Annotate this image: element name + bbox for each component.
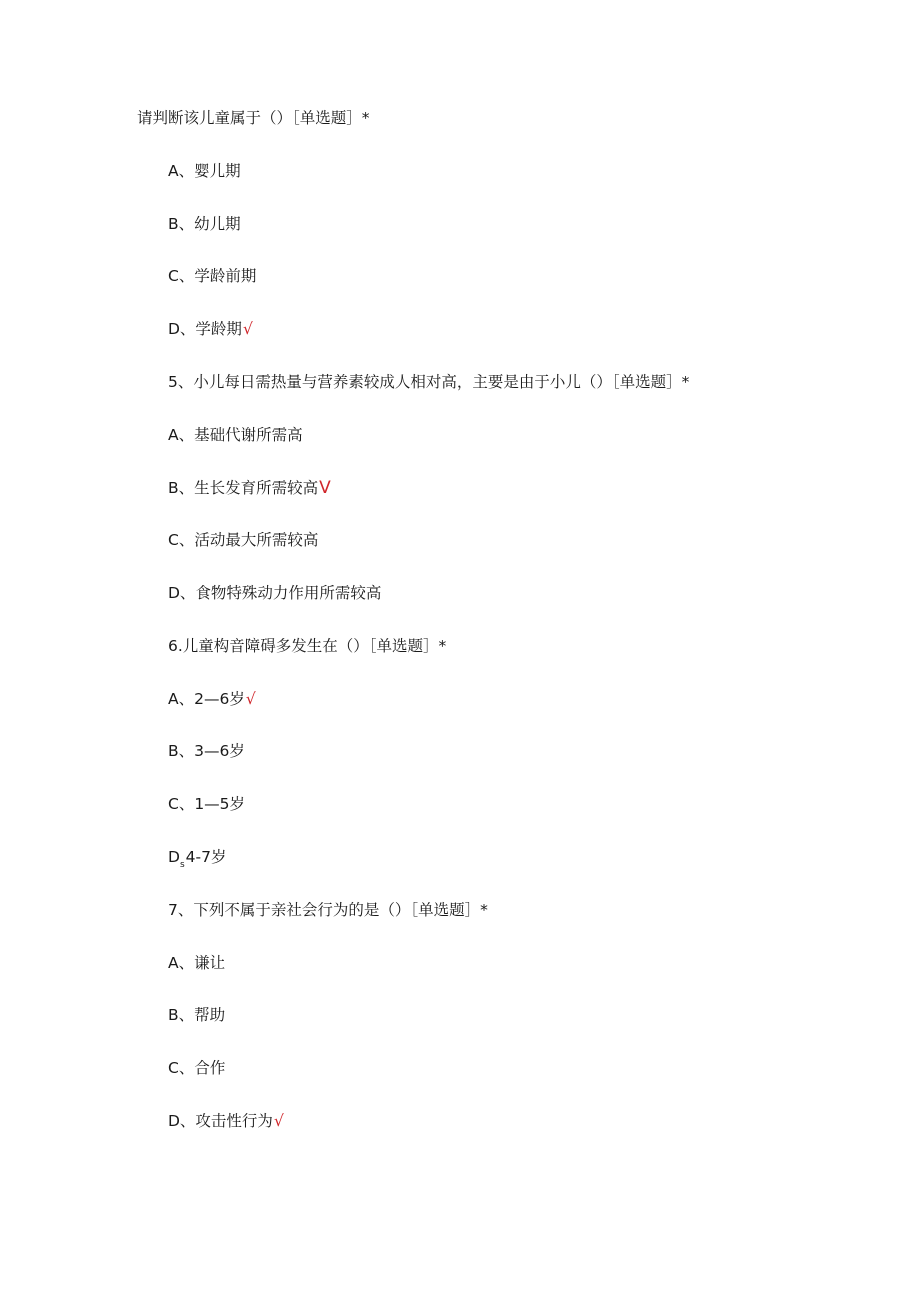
option-d[interactable]: D、攻击性行为√ (168, 1112, 284, 1130)
option-c[interactable]: C、1—5岁 (168, 795, 246, 813)
correct-check-icon: √ (242, 320, 253, 338)
question-5 (168, 372, 689, 392)
option-a[interactable]: A、婴儿期 (168, 162, 241, 180)
option-d[interactable]: D、学龄期√ (168, 320, 253, 338)
option-d[interactable]: $D_s4-7$岁 (168, 848, 227, 870)
option-b[interactable]: B、幼儿期 (168, 215, 241, 233)
option-c[interactable]: C、活动最大所需较高 (168, 531, 319, 549)
option-c[interactable]: C、学龄前期 (168, 267, 257, 285)
option-a[interactable]: A、谦让 (168, 954, 226, 972)
option-d[interactable]: D、食物特殊动力作用所需较高 (168, 584, 382, 602)
question-6 (168, 636, 446, 656)
correct-check-icon: √ (245, 690, 256, 708)
option-c[interactable]: C、合作 (168, 1059, 226, 1077)
option-b[interactable]: B、生长发育所需较高V (168, 478, 331, 498)
question-text: 5、小儿每日需热量与营养素较成人相对高，主要是由于小儿（）［单选题］* (168, 373, 690, 391)
correct-check-icon: √ (273, 1112, 284, 1130)
question-text: 7、下列不属于亲社会行为的是（）［单选题］* (168, 901, 488, 919)
question-text: 请判断该儿童属于（）［单选题］* (137, 109, 370, 127)
option-b[interactable]: B、3—6岁 (168, 742, 245, 760)
option-b[interactable]: B、帮助 (168, 1006, 226, 1024)
option-a[interactable]: A、基础代谢所需高 (168, 426, 303, 444)
question-1 (137, 108, 370, 128)
correct-check-icon: V (319, 478, 331, 498)
question-text: 6.儿童构音障碍多发生在（）［单选题］* (168, 637, 447, 655)
option-a[interactable]: A、2—6岁√ (168, 690, 256, 708)
question-7 (168, 900, 488, 920)
